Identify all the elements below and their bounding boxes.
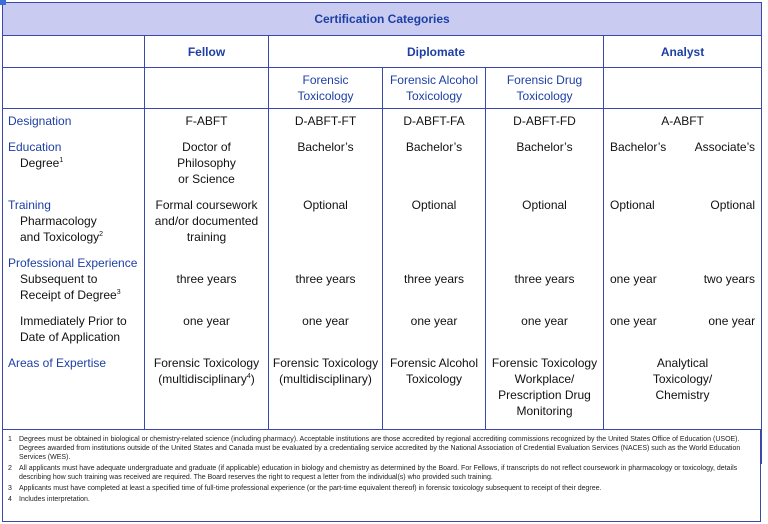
empty-subheader-analyst	[604, 68, 762, 109]
group-analyst: Analyst	[604, 36, 762, 68]
footnote-ref: 4	[246, 373, 251, 380]
cell-line: Formal coursework	[155, 198, 258, 212]
footnote-number: 1	[8, 436, 12, 443]
analyst-prior-b: one year	[708, 314, 756, 328]
cell-line: and/or documented	[154, 214, 259, 228]
cell-line: Doctor of	[182, 140, 231, 154]
subheader-forensic-drug-toxicology	[486, 68, 604, 109]
label-degree-text: Degree	[20, 156, 60, 170]
label-receipt-text: Receipt of Degree	[20, 288, 117, 302]
labels-column	[3, 109, 145, 464]
ft-designation: D-ABFT-FT	[294, 114, 357, 128]
empty-subheader-cell	[3, 68, 145, 109]
fd-designation: D-ABFT-FD	[513, 114, 576, 128]
fa-designation: D-ABFT-FA	[403, 114, 465, 128]
analyst-prior-a: one year	[610, 314, 657, 328]
fa-degree: Bachelor’s	[405, 140, 463, 154]
footnotes	[2, 429, 761, 522]
label-professional-experience: Professional Experience	[8, 256, 138, 270]
fellow-experience-prior: one year	[183, 314, 230, 328]
footnote-2	[3, 464, 760, 482]
cell-line: Toxicology/	[652, 372, 713, 386]
label-receipt-of-degree	[8, 287, 140, 303]
cell-line: or Science	[178, 172, 235, 186]
footnote-number: 2	[8, 465, 12, 472]
analyst-training-b: Optional	[710, 198, 756, 212]
analyst-exp-b: two years	[703, 272, 756, 286]
footnote-ref: 3	[116, 289, 121, 296]
title-row	[3, 3, 762, 36]
subheader-line: Toxicology	[516, 89, 573, 103]
footnote-ref: 2	[99, 231, 104, 238]
analyst-degree	[604, 139, 761, 197]
label-and-toxicology-text: and Toxicology	[20, 230, 100, 244]
fellow-training	[145, 197, 268, 255]
fellow-expertise	[145, 355, 268, 387]
footnote-number: 3	[8, 485, 12, 492]
subheader-line: Forensic	[302, 73, 349, 87]
ft-experience-prior: one year	[302, 314, 349, 328]
group-header-row	[3, 36, 762, 68]
analyst-training-a: Optional	[610, 198, 655, 212]
subheader-row	[3, 68, 762, 109]
cell-line: Forensic Toxicology	[272, 356, 379, 370]
cell-line: Forensic Toxicology	[491, 356, 598, 370]
analyst-training	[604, 197, 761, 255]
corner-marker	[0, 0, 6, 5]
cell-line: Philosophy	[177, 156, 236, 170]
subheader-line: Toxicology	[405, 89, 463, 103]
cell-line: (multidisciplinary)	[279, 372, 372, 386]
analyst-designation: A-ABFT	[661, 114, 704, 128]
fellow-column	[145, 109, 269, 464]
footnote-text: Includes interpretation.	[19, 496, 90, 503]
footnote-1	[3, 435, 760, 462]
analyst-degree-b: Associate’s	[694, 140, 756, 154]
closing-paren: )	[250, 372, 255, 386]
subheader-line: Toxicology	[297, 89, 354, 103]
fa-expertise	[383, 355, 485, 387]
forensic-drug-column	[486, 109, 604, 464]
footnote-4	[3, 495, 760, 504]
footnote-ref: 1	[59, 157, 64, 164]
footnote-text: Applicants must have completed at least a specified time of full-time professional experience (or the part-time equivalent thereof) in forensic toxicology subsequent to receipt of their degree.	[19, 485, 602, 492]
subheader-line: Forensic Drug	[506, 73, 583, 87]
page-title: Certification Categories	[3, 3, 762, 36]
subheader-line: Forensic Alcohol	[389, 73, 479, 87]
label-date-of-application: Date of Application	[20, 330, 121, 344]
label-areas-of-expertise: Areas of Expertise	[8, 356, 107, 370]
fd-training: Optional	[522, 198, 567, 212]
fellow-degree	[145, 139, 268, 197]
footnote-text: All applicants must have adequate undergraduate and graduate (if applicable) education in biology and chemistry as determined by the Board. For Fellows, if transcripts do not reflect coursework in pharmacology or toxicology, details describing how such training was received are required. The Board reserves the right to request a letter from the individual(s) who provided such training.	[19, 465, 738, 481]
fa-experience-prior: one year	[410, 314, 458, 328]
footnote-3	[3, 484, 760, 493]
fa-training: Optional	[411, 198, 457, 212]
cell-line: Workplace/	[514, 372, 575, 386]
group-fellow: Fellow	[145, 36, 269, 68]
label-pharmacology: Pharmacology	[20, 214, 97, 228]
forensic-toxicology-column	[269, 109, 383, 464]
ft-training: Optional	[303, 198, 348, 212]
analyst-degree-a: Bachelor’s	[610, 140, 667, 154]
label-education: Education	[8, 140, 62, 154]
analyst-experience-prior	[604, 313, 761, 355]
cell-line: Forensic Toxicology	[153, 356, 260, 370]
cell-line: Analytical	[656, 356, 709, 370]
analyst-exp-a: one year	[610, 272, 657, 286]
fd-experience-prior: one year	[521, 314, 568, 328]
footnote-text: Degrees must be obtained in biological or chemistry-related science (including pharmacy). Acceptable institutions are those accredited by regional accrediting commissions recognized by the United States Office of Education (USOE). Degrees awarded from institutions outside of the United States and Canada must be evaluated by a credentialing service accredited by the National Association of Credential Evaluation Services (NACES) such as the World Education Services (WES).	[19, 436, 741, 461]
cell-line: Monitoring	[516, 404, 573, 418]
cell-line: Toxicology	[405, 372, 463, 386]
cell-line: (multidisciplinary	[158, 372, 247, 386]
ft-degree: Bachelor’s	[297, 140, 354, 154]
label-designation: Designation	[8, 114, 72, 128]
label-subsequent-to: Subsequent to	[20, 272, 98, 286]
fellow-designation: F-ABFT	[185, 114, 228, 128]
analyst-column	[604, 109, 762, 464]
label-and-toxicology	[8, 229, 140, 245]
label-immediately-prior: Immediately Prior to	[20, 314, 127, 328]
fd-degree: Bachelor’s	[516, 140, 573, 154]
cell-line: Chemistry	[655, 388, 710, 402]
cell-line: Prescription Drug	[498, 388, 591, 402]
subheader-forensic-toxicology	[269, 68, 383, 109]
fa-experience-subsequent: three years	[403, 272, 465, 286]
cell-line: Forensic Alcohol	[389, 356, 479, 370]
forensic-alcohol-column	[383, 109, 486, 464]
subheader-forensic-alcohol-toxicology	[383, 68, 486, 109]
footnote-number: 4	[8, 496, 12, 503]
fd-experience-subsequent: three years	[514, 272, 575, 286]
ft-expertise	[269, 355, 382, 387]
label-training: Training	[8, 198, 51, 212]
certification-page	[2, 2, 761, 520]
body-row	[3, 109, 762, 464]
group-diplomate: Diplomate	[269, 36, 604, 68]
ft-experience-subsequent: three years	[295, 272, 356, 286]
certification-table	[2, 2, 762, 464]
analyst-expertise	[604, 355, 761, 403]
fd-expertise	[486, 355, 603, 419]
empty-header-cell	[3, 36, 145, 68]
cell-line: training	[186, 230, 227, 244]
empty-subheader-fellow	[145, 68, 269, 109]
fellow-experience-subsequent: three years	[176, 272, 237, 286]
analyst-experience-subsequent	[604, 255, 761, 313]
label-degree	[8, 155, 140, 171]
